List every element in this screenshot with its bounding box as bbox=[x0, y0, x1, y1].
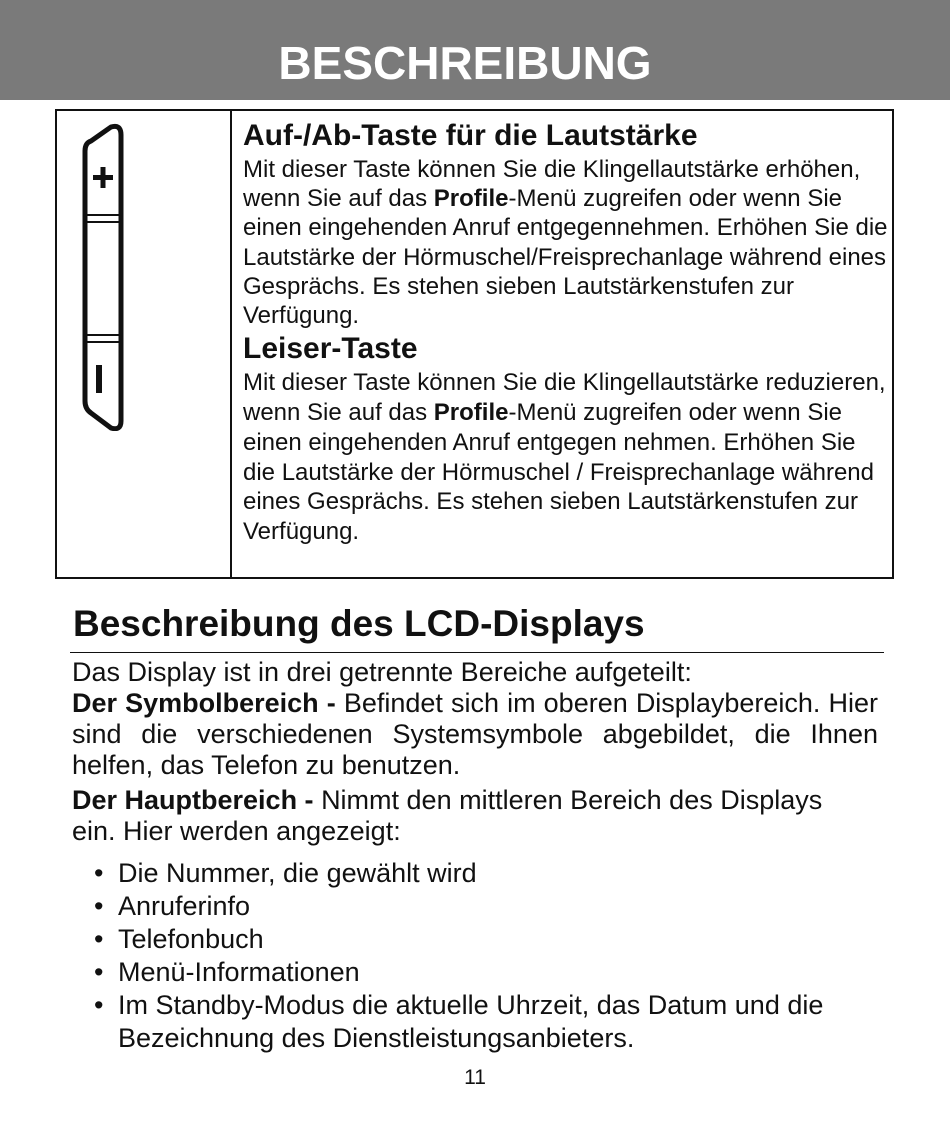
list-item: • Telefonbuch bbox=[94, 924, 264, 954]
list-item: • Menü-Informationen bbox=[94, 957, 360, 987]
volume-down-text: Mit dieser Taste können Sie die Klingellautstärke reduzieren, wenn Sie auf das Profile-Menü zugreifen oder wenn Sie einen eingehenden Anruf entgegen nehmen. Erhöhen Sie die Lautstärke der Hörmuschel / Freisprechanlage während eines Gesprächs. Es stehen sieben Lautstärkenstufen zur Verfügung. bbox=[243, 369, 886, 546]
volume-key-table bbox=[55, 109, 894, 579]
lcd-description bbox=[72, 657, 878, 1055]
display-content-list bbox=[72, 857, 878, 1055]
profile-menu-bold: Profile bbox=[433, 185, 509, 213]
list-item: • Anruferinfo bbox=[94, 891, 251, 921]
page-title: BESCHREIBUNG bbox=[278, 37, 652, 89]
main-area-paragraph: Der Hauptbereich - Nimmt den mittleren Bereich des Displays ein. Hier werden angezeigt: bbox=[72, 785, 823, 846]
symbol-area-paragraph: Der Symbolbereich - Befindet sich im oberen Displaybereich. Hier sind die verschiedenen Systemsymbole abgebildet, die Ihnen helfen, das Telefon zu benutzen. bbox=[72, 688, 878, 780]
table-divider bbox=[230, 111, 232, 577]
volume-down-title: Leiser-Taste bbox=[243, 332, 418, 366]
list-item: • Im Standby-Modus die aktuelle Uhrzeit, das Datum und die Bezeichnung des Dienstleistungsanbieters. bbox=[94, 990, 824, 1053]
volume-up-text: Mit dieser Taste können Sie die Klingellautstärke erhöhen, wenn Sie auf das Profile-Menü zugreifen oder wenn Sie einen eingehenden Anruf entgegennehmen. Erhöhen Sie die Lautstärke der Hörmuschel/Freisprechanlage während eines Gesprächs. Es stehen sieben Lautstärkenstufen zur Verfügung. bbox=[243, 156, 888, 330]
page-number: 11 bbox=[464, 1066, 486, 1089]
volume-key-icon bbox=[77, 121, 133, 436]
profile-menu-bold: Profile bbox=[433, 399, 509, 427]
list-item: • Die Nummer, die gewählt wird bbox=[94, 858, 477, 888]
key-descriptions bbox=[243, 117, 893, 547]
lcd-intro: Das Display ist in drei getrennte Bereiche aufgeteilt: bbox=[72, 657, 692, 687]
section-title: Beschreibung des LCD-Displays bbox=[73, 603, 645, 644]
volume-up-title: Auf-/Ab-Taste für die Lautstärke bbox=[243, 119, 698, 152]
section-rule bbox=[70, 652, 884, 653]
